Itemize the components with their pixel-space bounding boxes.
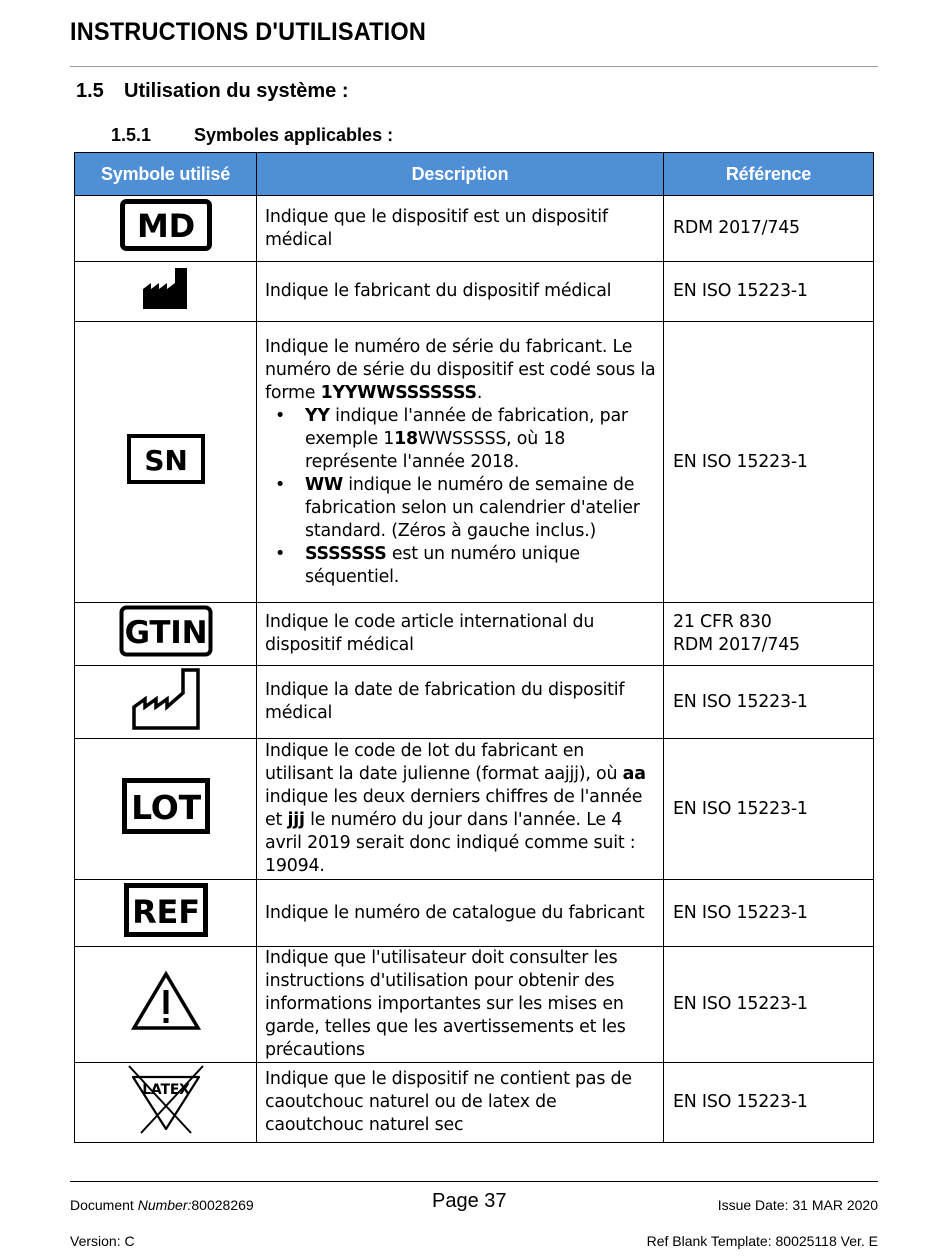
- description-cell: Indique que l'utilisateur doit consulter les instructions d'utilisation pour obtenir des informations importantes sur les mises en garde, telles que les avertissements et les précautions: [257, 947, 664, 1063]
- symbols-table: [74, 152, 874, 1143]
- md-icon-label: MD: [136, 207, 195, 245]
- header-divider: [70, 66, 878, 67]
- page-number: Page 37: [432, 1190, 507, 1212]
- description-cell: Indique le fabricant du dispositif médical: [257, 262, 664, 322]
- header-symbol: Symbole utilisé: [75, 153, 257, 196]
- symbol-cell: [75, 603, 257, 666]
- description-cell: [257, 322, 664, 603]
- subsection-title-text: Symboles applicables :: [194, 125, 394, 145]
- table-row: [75, 196, 874, 262]
- table-row: [75, 666, 874, 739]
- sn-bullet-list: [265, 405, 657, 589]
- reference-line: RDM 2017/745: [673, 635, 800, 655]
- version: Version: C: [70, 1233, 135, 1249]
- reference-line: 21 CFR 830: [673, 612, 772, 632]
- ref-icon-label: REF: [131, 892, 200, 931]
- ref-icon: [124, 883, 208, 937]
- description-cell: Indique le code de lot du fabricant en utilisant la date julienne (format aajjj), où aa indique les deux derniers chiffres de l'année et jjj le numéro du jour dans l'année. Le 4 avril 2019 serait donc indiqué comme suit : 19094.: [257, 739, 664, 880]
- latex-icon-label: LATEX: [141, 1082, 190, 1098]
- md-icon: [120, 199, 212, 251]
- section-number: 1.5: [76, 80, 104, 102]
- reference-cell: EN ISO 15223-1: [664, 880, 874, 947]
- description-cell: Indique la date de fabrication du dispositif médical: [257, 666, 664, 739]
- symbol-cell: [75, 947, 257, 1063]
- document-number: Document Number:80028269: [70, 1197, 254, 1213]
- symbol-cell: [75, 666, 257, 739]
- gtin-icon: [119, 605, 213, 657]
- lot-icon: [122, 778, 210, 834]
- sn-icon: [127, 434, 205, 484]
- sn-intro: Indique le numéro de série du fabricant. Le numéro de série du dispositif est codé sous la forme 1YYWWSSSSSSS.: [265, 336, 656, 403]
- description-cell: Indique que le dispositif ne contient pas de caoutchouc naturel ou de latex de caoutchouc naturel sec: [257, 1063, 664, 1143]
- list-item: • YY indique l'année de fabrication, par exemple 118WWSSSSS, où 18 représente l'année 2018.: [305, 405, 657, 474]
- table-row: [75, 262, 874, 322]
- lot-icon-label: LOT: [130, 787, 201, 827]
- table-row: [75, 880, 874, 947]
- reference-cell: EN ISO 15223-1: [664, 1063, 874, 1143]
- section-title-text: Utilisation du système :: [124, 80, 349, 102]
- table-row: [75, 947, 874, 1063]
- reference-cell: EN ISO 15223-1: [664, 262, 874, 322]
- table-row: [75, 603, 874, 666]
- template-reference: Ref Blank Template: 80025118 Ver. E: [646, 1233, 878, 1249]
- latex-free-icon: [125, 1063, 207, 1135]
- reference-cell: EN ISO 15223-1: [664, 947, 874, 1063]
- sn-icon-label: SN: [143, 443, 188, 477]
- reference-cell: EN ISO 15223-1: [664, 739, 874, 880]
- symbol-cell: [75, 262, 257, 322]
- table-row: [75, 322, 874, 603]
- factory-filled-icon: [141, 265, 191, 311]
- reference-cell: EN ISO 15223-1: [664, 666, 874, 739]
- description-cell: Indique le numéro de catalogue du fabricant: [257, 880, 664, 947]
- section-heading: [76, 80, 349, 103]
- reference-cell: RDM 2017/745: [664, 196, 874, 262]
- warning-triangle-icon: [131, 970, 201, 1032]
- header-reference: Référence: [664, 153, 874, 196]
- subsection-number: 1.5.1: [111, 125, 152, 145]
- symbol-cell: [75, 322, 257, 603]
- symbol-cell: [75, 1063, 257, 1143]
- symbol-cell: [75, 196, 257, 262]
- table-header-row: [75, 153, 874, 196]
- description-cell: Indique que le dispositif est un dispositif médical: [257, 196, 664, 262]
- table-row: [75, 1063, 874, 1143]
- symbol-cell: [75, 880, 257, 947]
- list-item: • WW indique le numéro de semaine de fabrication selon un calendrier d'atelier standard. (Zéros à gauche inclus.): [305, 474, 657, 543]
- header-description: Description: [257, 153, 664, 196]
- reference-cell: [664, 603, 874, 666]
- symbol-cell: [75, 739, 257, 880]
- gtin-icon-label: GTIN: [124, 614, 207, 651]
- footer-divider: [70, 1181, 878, 1182]
- table-row: [75, 739, 874, 880]
- subsection-heading: [111, 125, 393, 146]
- document-title: INSTRUCTIONS D'UTILISATION: [70, 18, 427, 46]
- reference-cell: EN ISO 15223-1: [664, 322, 874, 603]
- description-cell: Indique le code article international du dispositif médical: [257, 603, 664, 666]
- issue-date: Issue Date: 31 MAR 2020: [717, 1197, 878, 1213]
- factory-outline-icon: [131, 667, 201, 731]
- list-item: • SSSSSSS est un numéro unique séquentiel.: [305, 543, 657, 589]
